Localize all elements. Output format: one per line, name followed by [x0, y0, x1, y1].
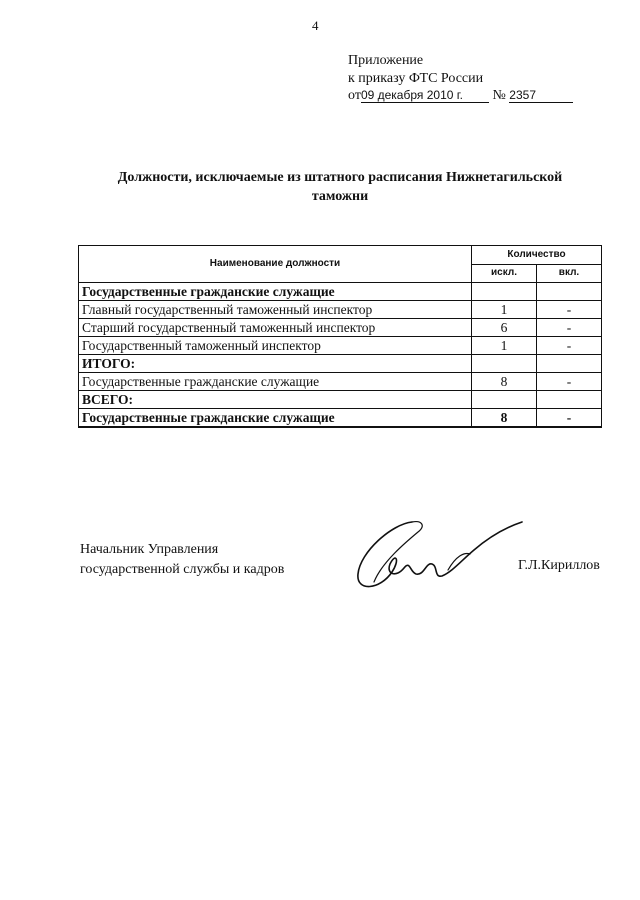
- row-included: [537, 355, 602, 373]
- row-excluded: 1: [472, 337, 537, 355]
- row-excluded: 6: [472, 319, 537, 337]
- order-number-label: №: [492, 88, 506, 103]
- row-excluded: 8: [472, 373, 537, 391]
- table-row: [79, 319, 602, 337]
- row-included: -: [537, 373, 602, 391]
- table-row: [79, 301, 602, 319]
- signature-image: [352, 512, 527, 597]
- signatory-title-line1: Начальник Управления: [80, 542, 219, 557]
- order-number: 2357: [509, 88, 573, 103]
- row-name: Главный государственный таможенный инспектор: [79, 301, 472, 319]
- row-included: -: [537, 409, 602, 428]
- document-title: Должности, исключаемые из штатного расписания Нижнетагильской таможни: [117, 170, 563, 204]
- signatory-title: [80, 540, 284, 580]
- table-row-total: [79, 409, 602, 428]
- order-from-label: от: [348, 88, 361, 103]
- row-name: ИТОГО:: [79, 355, 472, 373]
- row-included: [537, 283, 602, 301]
- header-excluded: искл.: [472, 264, 537, 283]
- row-name: ВСЕГО:: [79, 391, 472, 409]
- order-date: 09 декабря 2010 г.: [361, 88, 489, 103]
- page-number: 4: [312, 18, 319, 33]
- header-included: вкл.: [537, 264, 602, 283]
- row-name: Государственные гражданские служащие: [79, 283, 472, 301]
- row-included: [537, 391, 602, 409]
- order-date-line: [348, 88, 573, 104]
- row-included: -: [537, 319, 602, 337]
- row-included: -: [537, 337, 602, 355]
- row-excluded: 8: [472, 409, 537, 428]
- row-name: Государственные гражданские служащие: [79, 409, 472, 428]
- appendix-header: [348, 52, 483, 88]
- positions-table: [78, 245, 602, 428]
- header-position-name: Наименование должности: [79, 246, 472, 283]
- header-quantity: Количество: [472, 246, 602, 265]
- appendix-label: Приложение: [348, 53, 424, 68]
- table-row: [79, 373, 602, 391]
- row-excluded: [472, 355, 537, 373]
- row-excluded: 1: [472, 301, 537, 319]
- row-name: Государственные гражданские служащие: [79, 373, 472, 391]
- appendix-order-ref: к приказу ФТС России: [348, 71, 484, 86]
- table-row: [79, 283, 602, 301]
- row-name: Старший государственный таможенный инспектор: [79, 319, 472, 337]
- signatory-title-line2: государственной службы и кадров: [80, 562, 285, 577]
- row-name: Государственный таможенный инспектор: [79, 337, 472, 355]
- table-row: [79, 337, 602, 355]
- table-row: [79, 355, 602, 373]
- row-excluded: [472, 283, 537, 301]
- row-included: -: [537, 301, 602, 319]
- signatory-name: Г.Л.Кириллов: [518, 558, 600, 573]
- row-excluded: [472, 391, 537, 409]
- table-row: [79, 391, 602, 409]
- table-header-row: [79, 246, 602, 265]
